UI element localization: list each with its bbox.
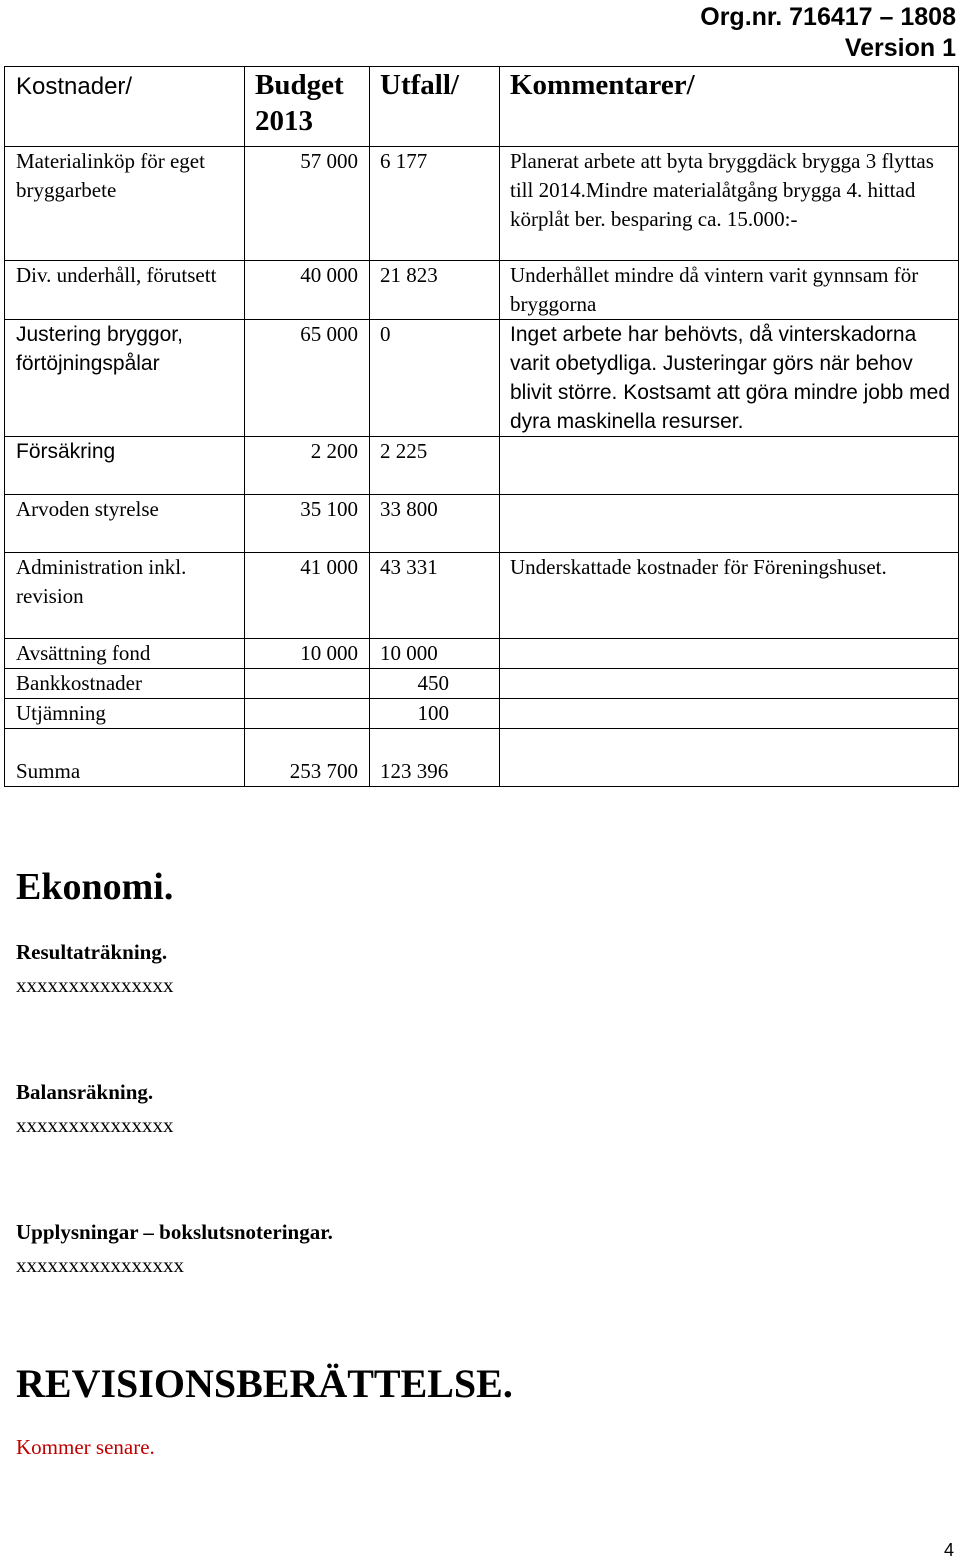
ekonomi-heading: Ekonomi. <box>16 866 174 908</box>
balans-text: xxxxxxxxxxxxxxx <box>16 1113 174 1137</box>
row-label: Summa <box>5 729 245 787</box>
table-row <box>5 639 959 669</box>
row-comment <box>500 437 959 495</box>
row-budget: 57 000 <box>245 147 370 261</box>
row-utfall: 33 800 <box>370 495 500 553</box>
row-utfall: 43 331 <box>370 553 500 639</box>
table-row <box>5 261 959 320</box>
row-budget: 2 200 <box>245 437 370 495</box>
row-label: Div. underhåll, förutsett <box>5 261 245 320</box>
table-row <box>5 553 959 639</box>
row-comment: Inget arbete har behövts, då vinterskadorna varit obetydliga. Justeringar görs när behov blivit större. Kostsamt att göra mindre jobb med dyra maskinella resurser. <box>500 320 959 437</box>
row-budget <box>245 669 370 699</box>
version-label: Version 1 <box>844 34 956 62</box>
page-number: 4 <box>943 1540 954 1560</box>
row-utfall: 123 396 <box>370 729 500 787</box>
table-row <box>5 669 959 699</box>
resultat-text: xxxxxxxxxxxxxxx <box>16 973 174 997</box>
row-comment: Planerat arbete att byta bryggdäck brygga 3 flyttas till 2014.Mindre materialåtgång brygga 4. hittad körplåt ber. besparing ca. 15.000:- <box>500 147 959 261</box>
row-utfall: 0 <box>370 320 500 437</box>
row-budget: 10 000 <box>245 639 370 669</box>
row-label: Avsättning fond <box>5 639 245 669</box>
row-budget: 35 100 <box>245 495 370 553</box>
row-label: Justering bryggor, förtöjningspålar <box>5 320 245 437</box>
row-label: Arvoden styrelse <box>5 495 245 553</box>
header-budget: Budget 2013 <box>245 67 370 147</box>
row-comment: Underhållet mindre då vintern varit gynnsam för bryggorna <box>500 261 959 320</box>
header-utfall: Utfall/ <box>370 67 500 147</box>
row-comment <box>500 729 959 787</box>
row-label: Bankkostnader <box>5 669 245 699</box>
row-utfall: 6 177 <box>370 147 500 261</box>
table-row <box>5 699 959 729</box>
row-budget <box>245 699 370 729</box>
row-budget: 65 000 <box>245 320 370 437</box>
table-row <box>5 495 959 553</box>
row-comment <box>500 669 959 699</box>
row-utfall: 450 <box>370 669 500 699</box>
resultat-heading: Resultaträkning. <box>16 940 168 964</box>
row-comment: Underskattade kostnader för Föreningshuset. <box>500 553 959 639</box>
row-label: Utjämning <box>5 699 245 729</box>
table-row <box>5 147 959 261</box>
row-label: Administration inkl. revision <box>5 553 245 639</box>
table-header-row <box>5 67 959 147</box>
row-label: Försäkring <box>5 437 245 495</box>
row-budget: 40 000 <box>245 261 370 320</box>
row-budget: 41 000 <box>245 553 370 639</box>
row-utfall: 100 <box>370 699 500 729</box>
table-row <box>5 320 959 437</box>
row-comment <box>500 699 959 729</box>
row-utfall: 21 823 <box>370 261 500 320</box>
revision-text: Kommer senare. <box>16 1435 155 1459</box>
org-number: Org.nr. 716417 – 1808 <box>700 3 956 31</box>
row-label: Materialinköp för eget bryggarbete <box>5 147 245 261</box>
upplysningar-text: xxxxxxxxxxxxxxxx <box>16 1253 184 1277</box>
cost-table <box>4 66 959 787</box>
row-utfall: 2 225 <box>370 437 500 495</box>
table-row <box>5 437 959 495</box>
header-kommentarer: Kommentarer/ <box>500 67 959 147</box>
header-kostnader: Kostnader/ <box>5 67 245 147</box>
row-utfall: 10 000 <box>370 639 500 669</box>
row-comment <box>500 495 959 553</box>
row-budget: 253 700 <box>245 729 370 787</box>
balans-heading: Balansräkning. <box>16 1080 154 1104</box>
row-comment <box>500 639 959 669</box>
revision-heading: REVISIONSBERÄTTELSE. <box>16 1361 513 1406</box>
table-row-summa <box>5 729 959 787</box>
upplysningar-heading: Upplysningar – bokslutsnoteringar. <box>16 1220 333 1244</box>
